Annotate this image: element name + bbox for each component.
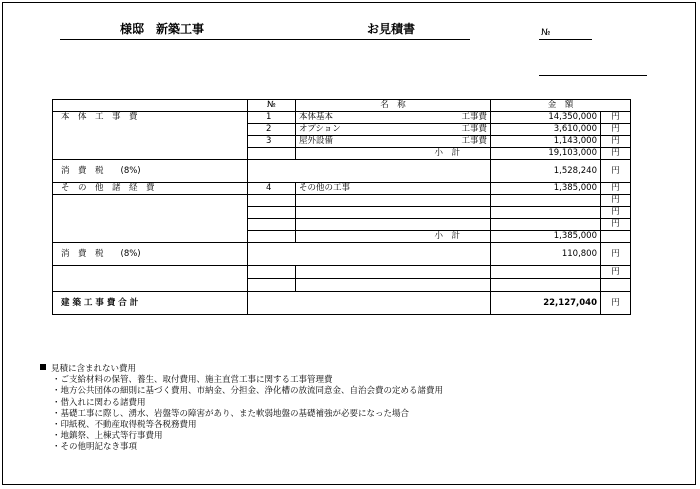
grand-total-label: 建 築 工 事 費 合 計: [53, 292, 248, 315]
row-kind: 工事費: [461, 136, 487, 146]
yen-unit: 円: [601, 266, 631, 279]
col-amount-header: 金 額: [491, 100, 631, 112]
row-no: 2: [248, 124, 296, 136]
row-kind: 工事費: [461, 124, 487, 134]
doc-number-label: №: [541, 28, 551, 38]
row-amount: 3,610,000: [491, 124, 601, 136]
tax-amount: 110,800: [491, 243, 601, 266]
section1-label: 本 体 工 事 費: [53, 112, 248, 160]
exclusions-notes: [40, 364, 443, 454]
title-underline: [60, 39, 470, 40]
row-no: 4: [248, 183, 296, 195]
yen-unit: 円: [601, 219, 631, 231]
grand-total-amount: 22,127,040: [491, 292, 601, 315]
tax-row: [53, 160, 631, 183]
row-amount: 14,350,000: [491, 112, 601, 124]
row-no: 1: [248, 112, 296, 124]
row-name: オプション: [299, 124, 341, 134]
list-item: ・ご支給材料の保管、養生、取付費用、施主直営工事に関する工事管理費: [52, 375, 333, 386]
yen-unit: 円: [601, 112, 631, 124]
section2-label: そ の 他 諸 経 費: [53, 183, 248, 195]
list-item: ・その他明記なき事項: [52, 442, 138, 453]
tax-row: [53, 243, 631, 266]
list-item: ・地方公共団体の細則に基づく費用、市納金、分担金、浄化槽の放流同意金、自治会費の定める諸費用: [52, 386, 444, 397]
list-item: ・基礎工事に際し、湧水、岩盤等の障害があり、また軟弱地盤の基礎補強が必要になった場合: [52, 408, 410, 419]
yen-unit: 円: [601, 183, 631, 195]
notes-heading: [40, 364, 443, 375]
table-header-row: [53, 100, 631, 112]
row-no: 3: [248, 136, 296, 148]
doc-number-underline: [539, 39, 592, 40]
subtotal-amount: 19,103,000: [491, 148, 601, 160]
table-row: [53, 183, 631, 195]
table-row: [53, 266, 631, 279]
square-bullet-icon: [40, 364, 46, 370]
row-name: 屋外設備: [299, 136, 334, 146]
col-name-header: 名 称: [296, 100, 491, 112]
yen-unit: 円: [601, 195, 631, 207]
document-title: お見積書: [367, 22, 416, 36]
subtotal-label: 小 計: [296, 231, 491, 243]
col-no-header: №: [248, 100, 296, 112]
yen-unit: 円: [601, 136, 631, 148]
table-row: [53, 112, 631, 124]
client-project-title: 様邸 新築工事: [120, 22, 205, 36]
subtotal-amount: 1,385,000: [491, 231, 601, 243]
row-amount: 1,143,000: [491, 136, 601, 148]
notes-heading-text: 見積に含まれない費用: [51, 364, 137, 374]
yen-unit: 円: [601, 160, 631, 183]
list-item: ・地鎮祭、上棟式等行事費用: [52, 431, 163, 442]
row-name: 本体基本: [299, 112, 334, 122]
row-kind: 工事費: [461, 112, 487, 122]
estimate-table: [52, 99, 631, 315]
signature-line: [539, 75, 647, 76]
tax-label: 消 費 税 (8%): [53, 243, 248, 266]
grand-total-row: [53, 292, 631, 315]
row-amount: 1,385,000: [491, 183, 601, 195]
yen-unit: 円: [601, 148, 631, 160]
tax-amount: 1,528,240: [491, 160, 601, 183]
table-row: [53, 195, 631, 207]
yen-unit: 円: [601, 124, 631, 136]
yen-unit: 円: [601, 207, 631, 219]
row-name: その他の工事: [296, 183, 491, 195]
yen-unit: 円: [601, 243, 631, 266]
list-item: ・借入れに関わる諸費用: [52, 397, 146, 408]
subtotal-label: 小 計: [296, 148, 491, 160]
tax-label: 消 費 税 (8%): [53, 160, 248, 183]
yen-unit: 円: [601, 292, 631, 315]
list-item: ・印紙税、不動産取得税等各税務費用: [52, 420, 197, 431]
